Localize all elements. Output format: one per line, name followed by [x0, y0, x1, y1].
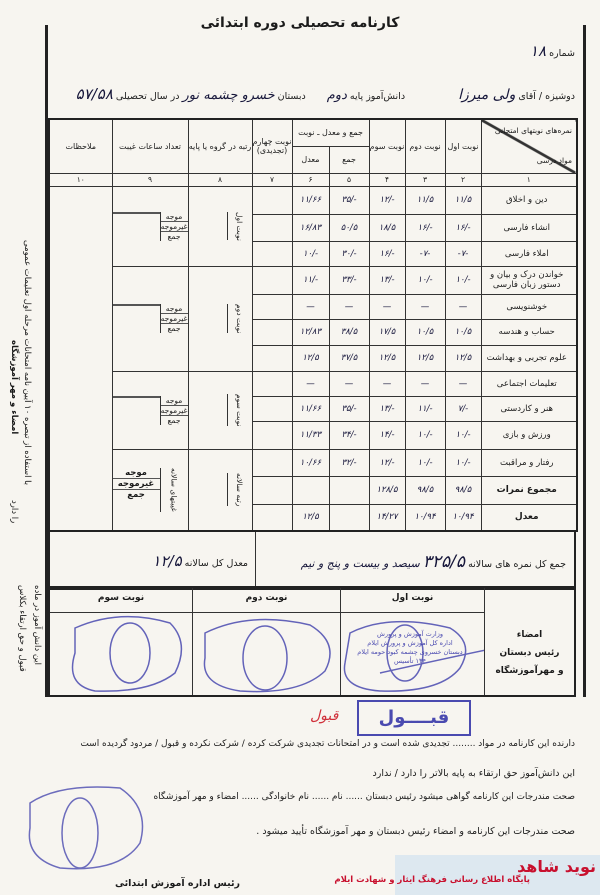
stamp-ministry: وزارت آموزش و پرورش [376, 630, 443, 638]
grade-n3: ۱۲۸/۵ [369, 476, 405, 504]
grade-n2: ۱۰/- [405, 449, 445, 476]
column-number: ۹ [112, 173, 188, 186]
table-row [49, 371, 577, 396]
absence-item-label: موجه [161, 396, 188, 406]
grade-n2: ۱۶/- [405, 214, 445, 241]
absence-values [113, 212, 160, 214]
grade-n2: ۱۰/۹۴ [405, 504, 445, 531]
rank-group [188, 371, 252, 449]
absence-items [160, 304, 188, 333]
grade-sum: ۵۰/۵ [329, 214, 369, 241]
subject-name: انشاء فارسی [481, 214, 577, 241]
grade-n3: — [369, 371, 405, 396]
rank-group [188, 186, 252, 266]
grade-avg: ۱۱/- [292, 266, 329, 294]
grade-n4 [252, 214, 292, 241]
rank-label [227, 304, 252, 333]
margin-note-4: این دانش آموز در ماده [32, 585, 42, 666]
header-sum-avg: جمع و معدل ـ نوبت [292, 119, 369, 146]
total-words: سیصد و بیست و پنج و نیم [300, 557, 420, 570]
rank-label-text: رتبه سالانه [235, 473, 244, 507]
margin-note-3: را دارد [9, 500, 19, 524]
grade-n1: ۱۰/- [445, 449, 481, 476]
table-row [49, 449, 577, 476]
subject-name: علوم تجربی و بهداشت [481, 345, 577, 371]
grade-sum: ۳۲/- [329, 449, 369, 476]
sign-label: امضاء [516, 630, 543, 640]
principal-signature-label [485, 626, 574, 680]
absence-item-label: موجه [161, 304, 188, 314]
grade-n1: -۷- [445, 241, 481, 266]
absence-value [113, 397, 160, 398]
rank-value [189, 394, 227, 427]
subject-name: مجموع نمرات [481, 476, 577, 504]
header-sum: جمع [329, 146, 369, 173]
signatures-box [48, 586, 576, 697]
absence-group-inner [113, 304, 188, 333]
absence-group [112, 371, 188, 449]
header-subjects-top: نمره‌های نوبتهای امتحانی [494, 126, 572, 136]
notes-cell [49, 186, 112, 531]
stamp-established: تأسیس [393, 657, 414, 665]
absence-item-label: غیرموجه [113, 479, 160, 490]
grade-avg: ۱۲/۸۳ [292, 319, 329, 345]
table-row [49, 266, 577, 294]
column-number: ۳ [405, 173, 445, 186]
absence-value [113, 305, 160, 306]
sig-n3-label: نوبت سوم [97, 593, 145, 603]
signature-n2 [243, 626, 287, 690]
grade-n3: ۱۸/۵ [369, 214, 405, 241]
handwritten-accept: قبول [310, 708, 339, 724]
absence-item-label: جمع [167, 415, 181, 425]
rank-label-text: نوبت اول [235, 211, 244, 241]
grade-n2: ۱۰/- [405, 266, 445, 294]
column-number: ۵ [329, 173, 369, 186]
grade-n4 [252, 266, 292, 294]
absence-group [112, 449, 188, 531]
page-title: کارنامه تحصیلی دوره ابتدائی [200, 15, 400, 31]
absence-annual-text: غیبتهای سالانه [169, 467, 179, 512]
header-notes: ملاحظات [49, 119, 112, 173]
grade-n4 [252, 504, 292, 531]
grade-n2: ۱۰/- [405, 421, 445, 449]
stamp-n3 [73, 617, 182, 692]
avg-label: معدل کل سالانه [184, 558, 248, 569]
rank-value [189, 473, 227, 506]
absence-values [113, 304, 160, 306]
column-number: ۸ [188, 173, 252, 186]
grade-sum: ۳۷/۵ [329, 345, 369, 371]
grade-n3: ۱۶/- [369, 241, 405, 266]
footer-line-1: دارنده این کارنامه در مواد ........ تجدیدی شده است و در امتحانات تجدیدی شرکت کرده / شرکت نکرده و قبول / مردود گردیده است [80, 739, 575, 749]
grade-n4 [252, 345, 292, 371]
grade-n3: ۱۲/- [369, 186, 405, 214]
column-number: ۷ [252, 173, 292, 186]
grade-sum [329, 504, 369, 531]
stamp-number: ۱۳۴ [415, 657, 427, 665]
accepted-stamp [357, 700, 471, 736]
grade-value: دوم [326, 88, 347, 103]
rank-label [227, 473, 252, 506]
grade-avg: ۱۰/۶۶ [292, 449, 329, 476]
grade-n1: ۹۸/۵ [445, 476, 481, 504]
header-rank: رتبه در گروه یا پایه [188, 119, 252, 173]
grade-sum: ۳۳/- [329, 266, 369, 294]
grade-n2: ۹۸/۵ [405, 476, 445, 504]
absence-values [113, 396, 160, 398]
signature-n3 [110, 623, 150, 683]
rank-group [188, 449, 252, 531]
grade-n2: ۱۲/۵ [405, 345, 445, 371]
avg-value: ۱۲/۵ [152, 552, 182, 570]
annual-average [152, 552, 248, 570]
watermark [334, 855, 600, 895]
rank-value [189, 304, 227, 333]
grade-n2: ۱۱/- [405, 396, 445, 421]
grade-sum: ۳۴/- [329, 421, 369, 449]
grade-n2: — [405, 294, 445, 319]
grade-n1: ۱۰/- [445, 421, 481, 449]
column-number: ۱ [481, 173, 577, 186]
subject-name: ورزش و بازی [481, 421, 577, 449]
absence-item-label: موجه [161, 212, 188, 222]
student-prefix: دوشیزه / آقای [518, 91, 575, 102]
header-avg: معدل [292, 146, 329, 173]
grade-n1: ۱۰/۹۴ [445, 504, 481, 531]
header-n2: نوبت دوم [405, 119, 445, 173]
absence-value [113, 213, 160, 214]
sig-n2-label: نوبت دوم [245, 593, 288, 603]
grade-avg: ۱۰/- [292, 241, 329, 266]
margin-note-1: با استفاده از تبصره ۱۰ آیین نامه امتحانات مرحله اول تعلیمات عمومی [22, 240, 32, 486]
school-label: دبستان [277, 91, 306, 102]
grade-avg: ۱۲/۵ [292, 345, 329, 371]
annual-summary-box [48, 530, 576, 590]
absence-item-label: غیرموجه [160, 221, 188, 231]
grade-sum [329, 476, 369, 504]
absence-items [113, 468, 160, 500]
director-stamp [20, 778, 155, 878]
column-number-row [49, 173, 577, 186]
grade-n1: — [445, 371, 481, 396]
number-field [530, 42, 575, 60]
stamp-office: اداره کل آموزش و پرورش ایلام [367, 639, 453, 647]
column-number: ۴ [369, 173, 405, 186]
footer-line-2: این دانش‌آموز حق ارتقاء به پایه بالاتر را دارد / ندارد [372, 768, 575, 779]
absence-group-inner [113, 396, 188, 425]
stamp-text [350, 630, 470, 666]
subject-name: خواندن درک و بیان و دستور زبان فارسی [481, 266, 577, 294]
absence-annual-label [160, 468, 188, 512]
grade-n4 [252, 241, 292, 266]
grades-table [48, 118, 578, 532]
watermark-logo: نوید شاهد [517, 857, 596, 876]
number-value: ۱۸ [529, 42, 547, 60]
number-label: شماره [549, 48, 575, 59]
watermark-text: پایگاه اطلاع رسانی فرهنگ ایثار و شهادت ایلام [334, 875, 530, 885]
footer-signatory: رئیس اداره آموزش ابتدائی [115, 878, 241, 889]
absence-group [112, 266, 188, 371]
rank-label-text: نوبت دوم [235, 303, 244, 334]
stamp-n2 [204, 620, 330, 692]
summary-divider [255, 532, 256, 588]
column-number: ۱۰ [49, 173, 112, 186]
year-value: ۵۷/۵۸ [75, 85, 113, 103]
subject-name: هنر و کاردستی [481, 396, 577, 421]
margin-note-2: امضاء و مهر آموزشگاه [9, 340, 19, 435]
grade-n4 [252, 396, 292, 421]
grade-n1: ۱۰/۵ [445, 319, 481, 345]
absence-item-label: غیرموجه [160, 405, 188, 415]
grade-n4 [252, 421, 292, 449]
grade-sum: ۳۸/۵ [329, 319, 369, 345]
principal-label: رئیس دبستان [499, 648, 560, 658]
grade-n2: — [405, 371, 445, 396]
rank-group-inner [189, 473, 252, 506]
grade-avg: ۱۱/۳۳ [292, 421, 329, 449]
absence-group-inner [113, 212, 188, 241]
student-line [76, 85, 575, 103]
grade-n4 [252, 449, 292, 476]
footer-line-3: صحت مندرجات این کارنامه گواهی میشود رئیس دبستان ...... نام ...... نام خانوادگی ...... امضاء و مهر آموزشگاه [153, 792, 575, 802]
grade-n1: ۱۲/۵ [445, 345, 481, 371]
table-row [49, 186, 577, 214]
rank-group-inner [189, 394, 252, 427]
grade-n3: — [369, 294, 405, 319]
grade-n2: ۱۰/۵ [405, 319, 445, 345]
rank-label [227, 394, 252, 427]
margin-note-5: قبول و حق ارتقاء بکلاس [17, 585, 27, 672]
grade-avg: ۱۱/۶۶ [292, 186, 329, 214]
school-seal-label: و مهرآموزشگاه [495, 666, 564, 676]
column-number: ۲ [445, 173, 481, 186]
grade-n3: ۱۳/- [369, 396, 405, 421]
total-value: ۳۲۵/۵ [422, 552, 466, 572]
absence-item-label: جمع [127, 489, 145, 500]
grade-n1: ۱۶/- [445, 214, 481, 241]
grade-n3: ۱۲/- [369, 449, 405, 476]
frame-right-border [583, 25, 586, 697]
header-subjects [481, 119, 577, 173]
grade-n2: -۷- [405, 241, 445, 266]
grade-sum: — [329, 371, 369, 396]
header-n3: نوبت سوم [369, 119, 405, 173]
grade-n1: ۱۱/۵ [445, 186, 481, 214]
subject-name: حساب و هندسه [481, 319, 577, 345]
header-n1: نوبت اول [445, 119, 481, 173]
subject-name: معدل [481, 504, 577, 531]
absence-group [112, 186, 188, 266]
stamp-school: دبستان خسروی چشمه کبود حومه ایلام [357, 648, 463, 656]
absence-item-label: جمع [167, 324, 181, 333]
grade-n3: ۱۳/- [369, 266, 405, 294]
absence-item-label: غیرموجه [160, 314, 188, 323]
grade-sum: — [329, 294, 369, 319]
absence-item-label: موجه [113, 468, 160, 479]
grade-n4 [252, 371, 292, 396]
student-name: ولی میرزا [458, 87, 516, 103]
grade-n3: ۱۴/- [369, 421, 405, 449]
grade-avg: ۱۱/۶۶ [292, 396, 329, 421]
absence-items [160, 212, 188, 241]
absence-items [160, 396, 188, 425]
grade-avg: ۱۶/۸۳ [292, 214, 329, 241]
rank-label-text: نوبت سوم [235, 393, 244, 427]
total-label: جمع کل نمره های سالانه [468, 559, 566, 570]
grade-avg [292, 476, 329, 504]
grade-sum: ۳۰/- [329, 241, 369, 266]
rank-group [188, 266, 252, 371]
grade-sum: ۳۵/- [329, 396, 369, 421]
rank-group-inner [189, 304, 252, 333]
grade-avg: — [292, 371, 329, 396]
header-n4: نوبت چهارم (تجدیدی) [252, 119, 292, 173]
grade-n1: — [445, 294, 481, 319]
header-row [49, 119, 577, 146]
column-number: ۶ [292, 173, 329, 186]
absence-group-inner [113, 468, 188, 512]
school-name: خسرو چشمه نور [182, 88, 275, 103]
grade-n3: ۱۴/۲۷ [369, 504, 405, 531]
grade-n3: ۱۷/۵ [369, 319, 405, 345]
grade-n4 [252, 294, 292, 319]
absence-item-label: جمع [167, 231, 181, 241]
rank-value [189, 212, 227, 241]
subject-name: خوشنویسی [481, 294, 577, 319]
rank-group-inner [189, 212, 252, 241]
accepted-stamp-text: قبــــول [378, 707, 450, 728]
grade-label: دانش‌آموز پایه [349, 91, 406, 102]
header-absence: تعداد ساعات غیبت [112, 119, 188, 173]
subject-name: دین و اخلاق [481, 186, 577, 214]
grade-n4 [252, 319, 292, 345]
subject-name: املاء فارسی [481, 241, 577, 266]
header-subjects-bottom: مواد درسی [536, 156, 572, 166]
grade-n1: ۷/- [445, 396, 481, 421]
year-label: در سال تحصیلی [115, 91, 180, 102]
subject-name: رفتار و مراقبت [481, 449, 577, 476]
grade-n4 [252, 186, 292, 214]
rank-label [227, 212, 252, 241]
grade-n3: ۱۲/۵ [369, 345, 405, 371]
grade-n2: ۱۱/۵ [405, 186, 445, 214]
grade-n1: ۱۰/- [445, 266, 481, 294]
footer-line-4: صحت مندرجات این کارنامه و امضاء رئیس دبستان و مهر آموزشگاه تأیید میشود . [256, 826, 575, 837]
subject-name: تعلیمات اجتماعی [481, 371, 577, 396]
grade-avg: — [292, 294, 329, 319]
annual-total [301, 552, 566, 572]
sig-n1-label: نوبت اول [391, 593, 434, 603]
grade-sum: ۳۵/- [329, 186, 369, 214]
grade-n4 [252, 476, 292, 504]
grade-avg: ۱۲/۵ [292, 504, 329, 531]
